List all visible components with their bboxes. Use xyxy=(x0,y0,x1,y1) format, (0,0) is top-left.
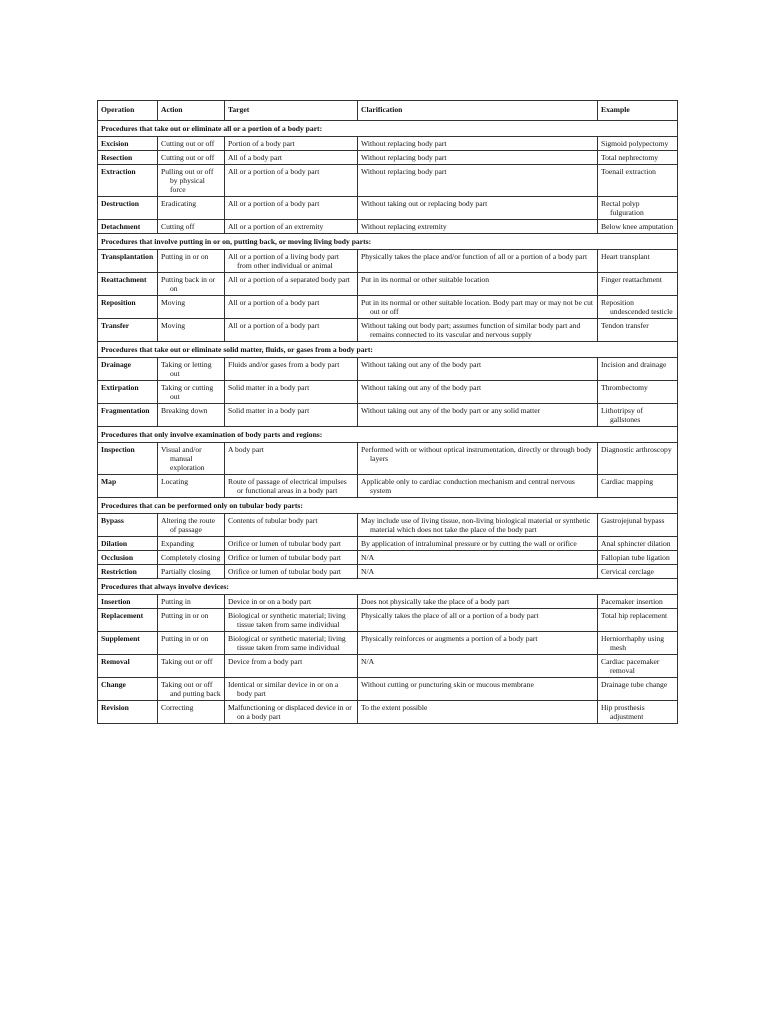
target-cell: Orifice or lumen of tubular body part xyxy=(225,565,358,579)
section-title: Procedures that take out or eliminate solid matter, fluids, or gases from a body part: xyxy=(98,342,678,358)
action-cell: Completely closing xyxy=(158,551,225,565)
example-cell: Fallopian tube ligation xyxy=(598,551,678,565)
clarification-cell: Physically takes the place of all or a portion of a body part xyxy=(358,609,598,632)
example-cell: Thrombectomy xyxy=(598,381,678,404)
example-cell: Rectal polyp fulguration xyxy=(598,197,678,220)
target-cell: All or a portion of an extremity xyxy=(225,220,358,234)
section-title: Procedures that involve putting in or on, putting back, or moving living body parts: xyxy=(98,234,678,250)
example-cell: Diagnostic arthroscopy xyxy=(598,443,678,475)
clarification-cell: Applicable only to cardiac conduction mechanism and central nervous system xyxy=(358,475,598,498)
section-title: Procedures that only involve examination of body parts and regions: xyxy=(98,427,678,443)
clarification-cell: Without taking out any of the body part or any solid matter xyxy=(358,404,598,427)
clarification-cell: N/A xyxy=(358,655,598,678)
example-cell: Reposition undescended testicle xyxy=(598,296,678,319)
table-row xyxy=(98,381,678,404)
table-row xyxy=(98,537,678,551)
action-cell: Breaking down xyxy=(158,404,225,427)
target-cell: All or a portion of a body part xyxy=(225,165,358,197)
table-row xyxy=(98,595,678,609)
target-cell: All or a portion of a living body part from other individual or animal xyxy=(225,250,358,273)
table-row xyxy=(98,701,678,724)
action-cell: Putting in or on xyxy=(158,632,225,655)
clarification-cell: Without taking out or replacing body part xyxy=(358,197,598,220)
table-row xyxy=(98,151,678,165)
section-header-row xyxy=(98,342,678,358)
table-row xyxy=(98,296,678,319)
clarification-cell: May include use of living tissue, non-living biological material or synthetic material which does not take the place of the body part xyxy=(358,514,598,537)
operations-table-page xyxy=(97,100,677,724)
action-cell: Partially closing xyxy=(158,565,225,579)
action-cell: Moving xyxy=(158,296,225,319)
example-cell: Drainage tube change xyxy=(598,678,678,701)
example-cell: Lithotripsy of gallstones xyxy=(598,404,678,427)
action-cell: Taking or cutting out xyxy=(158,381,225,404)
clarification-cell: Without replacing extremity xyxy=(358,220,598,234)
clarification-cell: Put in its normal or other suitable location. Body part may or may not be cut out or off xyxy=(358,296,598,319)
example-cell: Sigmoid polypectomy xyxy=(598,137,678,151)
example-cell: Toenail extraction xyxy=(598,165,678,197)
clarification-cell: Without taking out any of the body part xyxy=(358,381,598,404)
target-cell: Portion of a body part xyxy=(225,137,358,151)
target-cell: Contents of tubular body part xyxy=(225,514,358,537)
example-cell: Cardiac mapping xyxy=(598,475,678,498)
clarification-cell: Put in its normal or other suitable location xyxy=(358,273,598,296)
table-body xyxy=(98,121,678,724)
clarification-cell: N/A xyxy=(358,565,598,579)
clarification-cell: Performed with or without optical instrumentation, directly or through body layers xyxy=(358,443,598,475)
action-cell: Taking out or off and putting back xyxy=(158,678,225,701)
operation-cell: Map xyxy=(98,475,158,498)
operation-cell: Extirpation xyxy=(98,381,158,404)
example-cell: Hip prosthesis adjustment xyxy=(598,701,678,724)
action-cell: Correcting xyxy=(158,701,225,724)
table-row xyxy=(98,678,678,701)
operation-cell: Detachment xyxy=(98,220,158,234)
operation-cell: Extraction xyxy=(98,165,158,197)
target-cell: Malfunctioning or displaced device in or on a body part xyxy=(225,701,358,724)
header-operation: Operation xyxy=(98,101,158,121)
example-cell: Gastrojejunal bypass xyxy=(598,514,678,537)
clarification-cell: By application of intraluminal pressure or by cutting the wall or orifice xyxy=(358,537,598,551)
clarification-cell: To the extent possible xyxy=(358,701,598,724)
action-cell: Putting in xyxy=(158,595,225,609)
operation-cell: Drainage xyxy=(98,358,158,381)
action-cell: Moving xyxy=(158,319,225,342)
clarification-cell: Without cutting or puncturing skin or mucous membrane xyxy=(358,678,598,701)
operation-cell: Change xyxy=(98,678,158,701)
table-row xyxy=(98,358,678,381)
table-row xyxy=(98,273,678,296)
table-row xyxy=(98,319,678,342)
section-header-row xyxy=(98,121,678,137)
target-cell: A body part xyxy=(225,443,358,475)
example-cell: Heart transplant xyxy=(598,250,678,273)
target-cell: All or a portion of a body part xyxy=(225,197,358,220)
header-example: Example xyxy=(598,101,678,121)
target-cell: Identical or similar device in or on a body part xyxy=(225,678,358,701)
table-row xyxy=(98,551,678,565)
operation-cell: Restriction xyxy=(98,565,158,579)
action-cell: Taking or letting out xyxy=(158,358,225,381)
operation-cell: Insertion xyxy=(98,595,158,609)
table-row xyxy=(98,475,678,498)
table-row xyxy=(98,514,678,537)
table-row xyxy=(98,565,678,579)
clarification-cell: Does not physically take the place of a body part xyxy=(358,595,598,609)
section-title: Procedures that can be performed only on tubular body parts: xyxy=(98,498,678,514)
table-row xyxy=(98,404,678,427)
table-row xyxy=(98,609,678,632)
action-cell: Altering the route of passage xyxy=(158,514,225,537)
action-cell: Pulling out or off by physical force xyxy=(158,165,225,197)
target-cell: Biological or synthetic material; living tissue taken from same individual xyxy=(225,632,358,655)
target-cell: Solid matter in a body part xyxy=(225,381,358,404)
example-cell: Cervical cerclage xyxy=(598,565,678,579)
header-target: Target xyxy=(225,101,358,121)
example-cell: Incision and drainage xyxy=(598,358,678,381)
section-header-row xyxy=(98,234,678,250)
operation-cell: Inspection xyxy=(98,443,158,475)
target-cell: Route of passage of electrical impulses or functional areas in a body part xyxy=(225,475,358,498)
action-cell: Putting in or on xyxy=(158,609,225,632)
operations-table xyxy=(97,100,678,724)
action-cell: Putting in or on xyxy=(158,250,225,273)
action-cell: Cutting out or off xyxy=(158,137,225,151)
target-cell: Fluids and/or gases from a body part xyxy=(225,358,358,381)
table-row xyxy=(98,197,678,220)
table-row xyxy=(98,220,678,234)
clarification-cell: Without replacing body part xyxy=(358,165,598,197)
operation-cell: Reattachment xyxy=(98,273,158,296)
operation-cell: Transfer xyxy=(98,319,158,342)
target-cell: All or a portion of a separated body part xyxy=(225,273,358,296)
operation-cell: Reposition xyxy=(98,296,158,319)
action-cell: Cutting out or off xyxy=(158,151,225,165)
table-row xyxy=(98,250,678,273)
table-row xyxy=(98,165,678,197)
operation-cell: Bypass xyxy=(98,514,158,537)
section-header-row xyxy=(98,579,678,595)
operation-cell: Removal xyxy=(98,655,158,678)
example-cell: Below knee amputation xyxy=(598,220,678,234)
action-cell: Cutting off xyxy=(158,220,225,234)
action-cell: Putting back in or on xyxy=(158,273,225,296)
operation-cell: Resection xyxy=(98,151,158,165)
section-header-row xyxy=(98,498,678,514)
target-cell: Orifice or lumen of tubular body part xyxy=(225,551,358,565)
target-cell: All of a body part xyxy=(225,151,358,165)
example-cell: Anal sphincter dilation xyxy=(598,537,678,551)
clarification-cell: Without replacing body part xyxy=(358,137,598,151)
section-title: Procedures that always involve devices: xyxy=(98,579,678,595)
operation-cell: Transplantation xyxy=(98,250,158,273)
clarification-cell: Without replacing body part xyxy=(358,151,598,165)
example-cell: Total hip replacement xyxy=(598,609,678,632)
operation-cell: Supplement xyxy=(98,632,158,655)
target-cell: All or a portion of a body part xyxy=(225,319,358,342)
clarification-cell: N/A xyxy=(358,551,598,565)
target-cell: Device from a body part xyxy=(225,655,358,678)
section-header-row xyxy=(98,427,678,443)
header-clarification: Clarification xyxy=(358,101,598,121)
example-cell: Pacemaker insertion xyxy=(598,595,678,609)
operation-cell: Dilation xyxy=(98,537,158,551)
operation-cell: Revision xyxy=(98,701,158,724)
example-cell: Cardiac pacemaker removal xyxy=(598,655,678,678)
operation-cell: Excision xyxy=(98,137,158,151)
target-cell: All or a portion of a body part xyxy=(225,296,358,319)
target-cell: Biological or synthetic material; living tissue taken from same individual xyxy=(225,609,358,632)
clarification-cell: Without taking out body part; assumes function of similar body part and remains connected to its vascular and nervous supply xyxy=(358,319,598,342)
action-cell: Taking out or off xyxy=(158,655,225,678)
clarification-cell: Physically reinforces or augments a portion of a body part xyxy=(358,632,598,655)
example-cell: Total nephrectomy xyxy=(598,151,678,165)
action-cell: Locating xyxy=(158,475,225,498)
clarification-cell: Physically takes the place and/or function of all or a portion of a body part xyxy=(358,250,598,273)
operation-cell: Replacement xyxy=(98,609,158,632)
operation-cell: Destruction xyxy=(98,197,158,220)
example-cell: Herniorrhaphy using mesh xyxy=(598,632,678,655)
example-cell: Finger reattachment xyxy=(598,273,678,296)
table-row xyxy=(98,443,678,475)
action-cell: Expanding xyxy=(158,537,225,551)
table-row xyxy=(98,632,678,655)
action-cell: Eradicating xyxy=(158,197,225,220)
clarification-cell: Without taking out any of the body part xyxy=(358,358,598,381)
target-cell: Solid matter in a body part xyxy=(225,404,358,427)
example-cell: Tendon transfer xyxy=(598,319,678,342)
target-cell: Orifice or lumen of tubular body part xyxy=(225,537,358,551)
header-row xyxy=(98,101,678,121)
table-row xyxy=(98,655,678,678)
section-title: Procedures that take out or eliminate all or a portion of a body part: xyxy=(98,121,678,137)
target-cell: Device in or on a body part xyxy=(225,595,358,609)
operation-cell: Fragmentation xyxy=(98,404,158,427)
header-action: Action xyxy=(158,101,225,121)
operation-cell: Occlusion xyxy=(98,551,158,565)
action-cell: Visual and/or manual exploration xyxy=(158,443,225,475)
table-row xyxy=(98,137,678,151)
